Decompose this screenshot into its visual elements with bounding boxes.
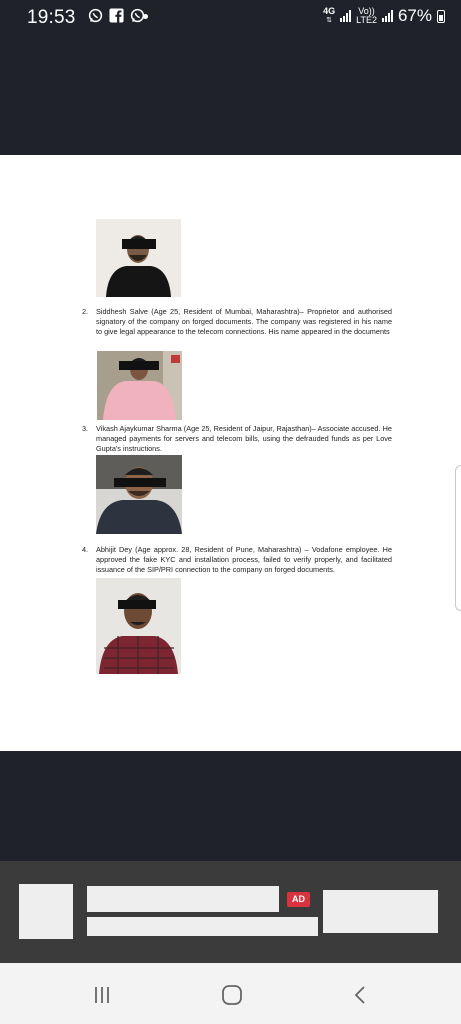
- person-image: [96, 219, 181, 297]
- battery-percent: 67%: [397, 6, 432, 25]
- ad-badge: AD: [287, 892, 310, 907]
- list-item: [82, 545, 392, 575]
- more-notifications-dot: [143, 14, 148, 19]
- censor-bar: [119, 361, 159, 370]
- scroll-handle[interactable]: [455, 465, 461, 611]
- ad-headline-placeholder[interactable]: [87, 886, 279, 912]
- facebook-icon: [109, 8, 124, 23]
- item-text: Vikash Ajaykumar Sharma (Age 25, Resident of Jaipur, Rajasthan)– Associate accused. He managed payments for servers and telecom bills, using the defrauded funds as per Love Gupta's instructions.: [96, 424, 392, 454]
- item-text: Abhijit Dey (Age approx. 28, Resident of Pune, Maharashtra) – Vodafone employee. He approved the fake KYC and installation process, failed to verify properly, and facilitated issuance of the SIP/PRI connection to the company on forged documents.: [96, 545, 392, 575]
- signal-icon: [382, 10, 393, 22]
- censor-bar: [122, 239, 156, 249]
- list-item: [82, 424, 392, 454]
- status-time: 19:53: [27, 7, 76, 28]
- item-text: Siddhesh Salve (Age 25, Resident of Mumbai, Maharashtra)– Proprietor and authorised signatory of the company on forged documents. The company was registered in his name to give legal appearance to the telecom connections. His name appeared in the documents: [96, 307, 392, 337]
- back-button[interactable]: [347, 981, 375, 1009]
- viewer-background-top: [0, 34, 461, 155]
- person-image: [96, 455, 182, 534]
- accused-photo-2: [97, 351, 182, 420]
- recent-apps-button[interactable]: [88, 981, 116, 1009]
- battery-icon: [437, 10, 445, 23]
- notification-icons: [88, 8, 145, 23]
- accused-photo-1: [96, 219, 181, 297]
- person-image: [96, 578, 181, 674]
- viewer-background-bottom: [0, 751, 461, 861]
- system-indicators: [323, 6, 445, 26]
- ad-banner[interactable]: [0, 861, 461, 963]
- status-bar: [0, 0, 461, 34]
- ad-cta-button[interactable]: [323, 890, 438, 933]
- home-icon: [220, 983, 244, 1007]
- signal-icon: [340, 10, 351, 22]
- accused-photo-3: [96, 455, 182, 534]
- document-page[interactable]: [0, 155, 461, 751]
- item-number: 3.: [82, 424, 89, 433]
- accused-photo-4: [96, 578, 181, 674]
- network-type: 4G ⇅: [323, 6, 336, 24]
- list-item: [82, 307, 392, 337]
- whatsapp-icon: [88, 8, 103, 23]
- recent-apps-icon: [91, 984, 113, 1006]
- home-button[interactable]: [218, 981, 246, 1009]
- censor-bar: [114, 478, 166, 487]
- volte-indicator: Vo)) LTE2: [356, 6, 377, 25]
- ad-thumbnail[interactable]: [19, 884, 73, 939]
- back-icon: [350, 984, 372, 1006]
- item-number: 4.: [82, 545, 89, 554]
- censor-bar: [118, 600, 156, 609]
- ad-description-placeholder[interactable]: [87, 917, 318, 936]
- item-number: 2.: [82, 307, 89, 316]
- navigation-bar: [0, 963, 461, 1024]
